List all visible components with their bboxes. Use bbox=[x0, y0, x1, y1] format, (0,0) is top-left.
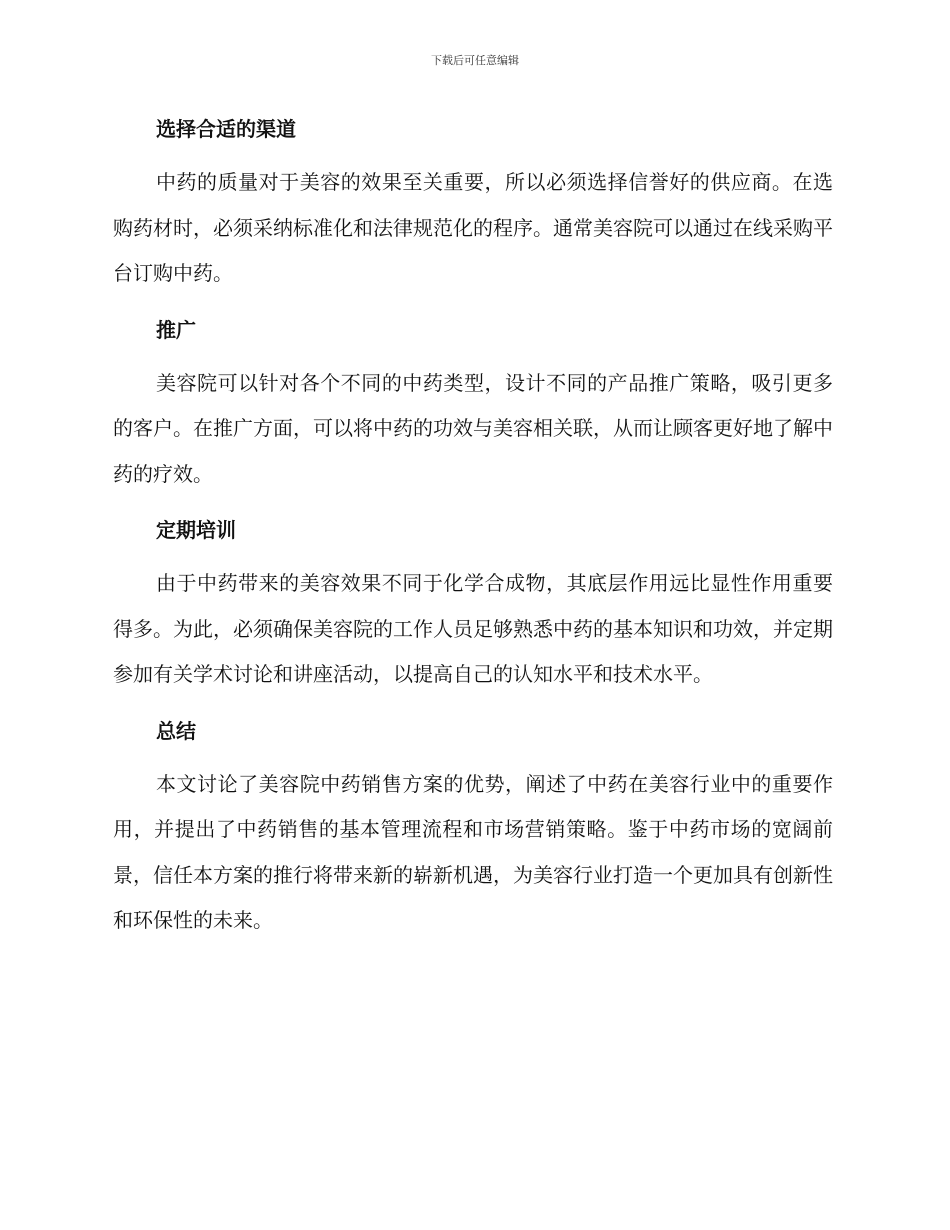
section-paragraph: 美容院可以针对各个不同的中药类型，设计不同的产品推广策略，吸引更多的客户。在推广方面，可以将中药的功效与美容相关联，从而让顾客更好地了解中药的疗效。 bbox=[113, 370, 833, 486]
section-paragraph: 由于中药带来的美容效果不同于化学合成物，其底层作用远比显性作用重要得多。为此，必须确保美容院的工作人员足够熟悉中药的基本知识和功效，并定期参加有关学术讨论和讲座活动，以提高自己的认知水平和技术水平。 bbox=[113, 571, 833, 686]
section-training bbox=[113, 509, 833, 698]
section-promotion bbox=[113, 309, 833, 498]
document-body bbox=[113, 108, 833, 956]
section-heading: 选择合适的渠道 bbox=[156, 117, 296, 141]
section-heading: 定期培训 bbox=[156, 518, 236, 542]
section-paragraph: 本文讨论了美容院中药销售方案的优势，阐述了中药在美容行业中的重要作用，并提出了中药销售的基本管理流程和市场营销策略。鉴于中药市场的宽阔前景，信任本方案的推行将带来新的崭新机遇，为美容行业打造一个更加具有创新性和环保性的未来。 bbox=[113, 771, 833, 932]
section-channel-selection bbox=[113, 108, 833, 297]
section-paragraph: 中药的质量对于美容的效果至关重要，所以必须选择信誉好的供应商。在选购药材时，必须采纳标准化和法律规范化的程序。通常美容院可以通过在线采购平台订购中药。 bbox=[113, 170, 833, 285]
section-summary bbox=[113, 710, 833, 944]
section-heading: 总结 bbox=[156, 718, 196, 743]
page-header: 下载后可任意编辑 bbox=[431, 54, 519, 67]
section-heading: 推广 bbox=[156, 317, 196, 342]
